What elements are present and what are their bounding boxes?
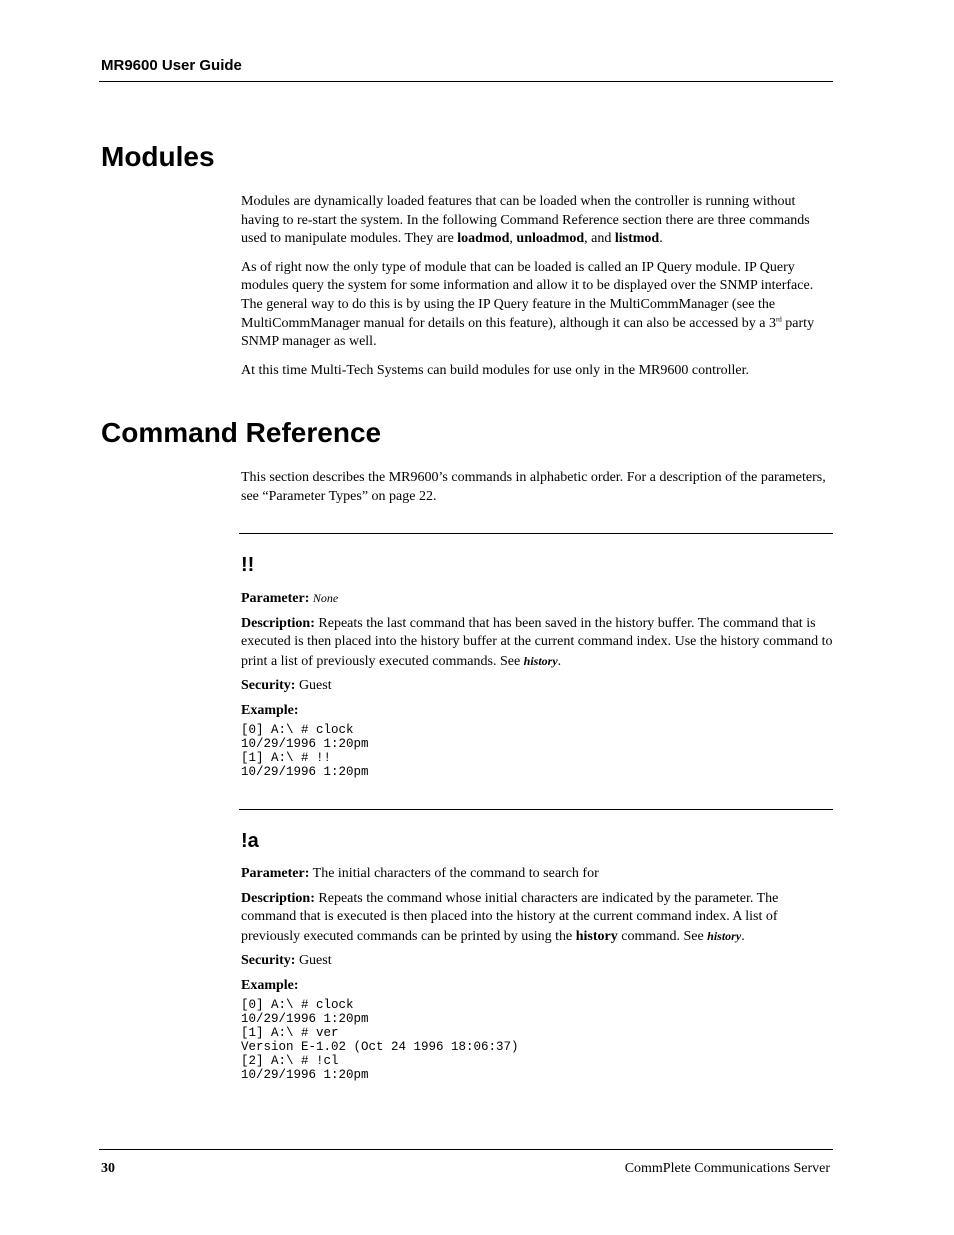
command-entry-bang-a — [241, 865, 833, 1082]
security-line: Security: Guest — [241, 678, 332, 694]
command-title-bang-bang: !! — [241, 554, 255, 576]
description-line: Description: Repeats the last command that has been saved in the history buffer. The command that is executed is then placed into the history buffer at the current command index. Use the history command to print a list of previously executed commands. See history. — [241, 615, 833, 669]
footer-product-name: CommPlete Communications Server — [624, 1161, 830, 1176]
section-rule-1 — [239, 533, 833, 534]
modules-paragraph-2: As of right now the only type of module that can be loaded is called an IP Query module. IP Query modules query the system for some information and allow it to be displayed over the SNMP interface. The general way to do this is by using the IP Query feature in the MultiCommManager (see the MultiCommManager manual for details on this feature), although it can also be accessed by a 3rd party SNMP manager as well. — [241, 259, 815, 350]
security-line: Security: Guest — [241, 953, 332, 969]
listmod-command: listmod — [614, 231, 660, 247]
description-line: Description: Repeats the command whose initial characters are indicated by the parameter. The command that is executed is then placed into the history at the current command index. A list of previously executed commands can be printed by using the history command. See history. — [241, 890, 779, 944]
unloadmod-command: unloadmod — [516, 231, 585, 247]
example-code-block: [0] A:\ # clock 10/29/1996 1:20pm [1] A:\ # !! 10/29/1996 1:20pm — [241, 722, 369, 779]
example-code-block: [0] A:\ # clock 10/29/1996 1:20pm [1] A:\ # ver Version E-1.02 (Oct 24 1996 18:06:37) [2] A:\ # !cl 10/29/1996 1:20pm — [241, 997, 519, 1082]
page-number: 30 — [101, 1161, 115, 1176]
example-label: Example: — [241, 977, 299, 993]
modules-heading: Modules — [101, 141, 215, 172]
modules-paragraph-1: Modules are dynamically loaded features that can be loaded when the controller is running without having to re-start the system. In the following Command Reference section there are three commands used to manipulate modules. They are loadmod, unloadmod, and listmod. — [241, 194, 810, 247]
command-reference-body — [241, 469, 833, 516]
loadmod-command: loadmod — [457, 231, 510, 247]
section-rule-2 — [239, 809, 833, 810]
history-reference: history — [707, 928, 742, 943]
command-reference-paragraph: This section describes the MR9600’s commands in alphabetic order. For a description of the parameters, see “Parameter Types” on page 22. — [241, 470, 826, 504]
command-entry-bang-bang — [241, 589, 833, 779]
history-command: history — [575, 928, 618, 944]
header-rule — [99, 81, 833, 82]
running-header-title: MR9600 User Guide — [101, 57, 242, 74]
parameter-line: Parameter: None — [241, 591, 339, 606]
modules-paragraph-3: At this time Multi-Tech Systems can build modules for use only in the MR9600 controller. — [241, 362, 750, 378]
command-title-bang-a: !a — [241, 830, 259, 852]
command-reference-heading: Command Reference — [101, 417, 382, 448]
history-reference: history — [523, 653, 558, 668]
modules-body — [241, 193, 833, 390]
footer-rule — [99, 1149, 833, 1150]
parameter-line: Parameter: The initial characters of the command to search for — [241, 866, 599, 881]
example-label: Example: — [241, 702, 299, 718]
